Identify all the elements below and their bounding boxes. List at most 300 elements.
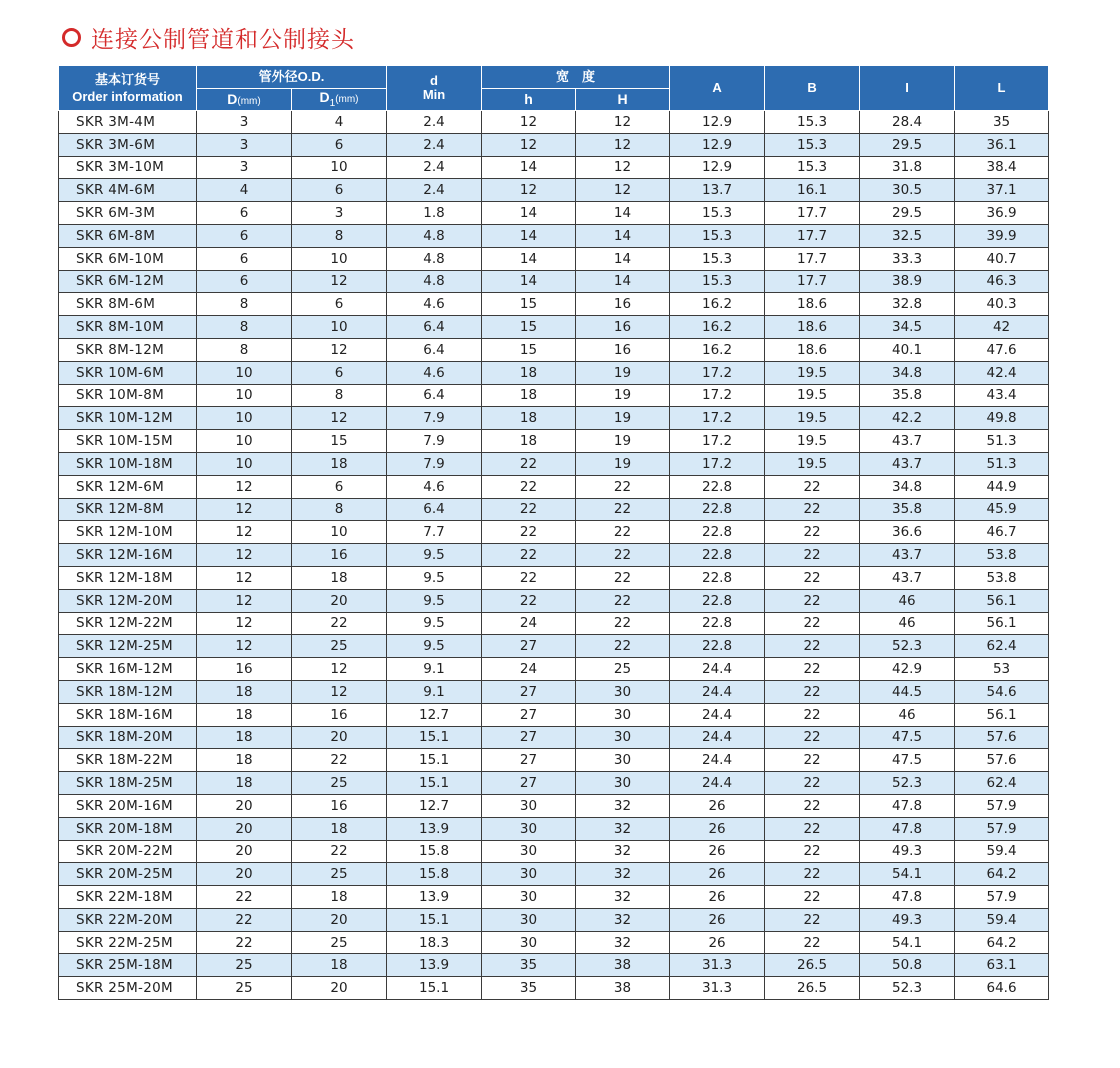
cell-dim-A: 15.3 (670, 270, 765, 293)
cell-d-min: 12.7 (387, 703, 482, 726)
cell-d1-outer: 25 (292, 635, 387, 658)
cell-dim-B: 22 (765, 749, 860, 772)
cell-dim-I: 29.5 (860, 133, 955, 156)
cell-dim-B: 17.7 (765, 270, 860, 293)
cell-d1-outer: 18 (292, 886, 387, 909)
table-row (59, 977, 1049, 1000)
cell-d-outer: 12 (197, 521, 292, 544)
cell-dim-I: 47.8 (860, 886, 955, 909)
cell-d1-outer: 10 (292, 521, 387, 544)
cell-dim-I: 34.8 (860, 361, 955, 384)
cell-dim-L: 38.4 (955, 156, 1049, 179)
cell-dim-I: 29.5 (860, 202, 955, 225)
table-row (59, 908, 1049, 931)
cell-width-h: 30 (482, 817, 576, 840)
cell-order-code: SKR 4M-6M (59, 179, 197, 202)
cell-dim-L: 64.6 (955, 977, 1049, 1000)
cell-dim-L: 42.4 (955, 361, 1049, 384)
cell-width-H: 16 (576, 338, 670, 361)
cell-d1-outer: 20 (292, 908, 387, 931)
cell-width-h: 30 (482, 863, 576, 886)
header-L: L (955, 66, 1049, 111)
table-row (59, 475, 1049, 498)
cell-order-code: SKR 12M-20M (59, 589, 197, 612)
cell-dim-B: 19.5 (765, 430, 860, 453)
cell-dim-B: 26.5 (765, 954, 860, 977)
cell-dim-L: 49.8 (955, 407, 1049, 430)
cell-dim-L: 64.2 (955, 863, 1049, 886)
table-row (59, 407, 1049, 430)
cell-order-code: SKR 22M-20M (59, 908, 197, 931)
cell-dim-A: 26 (670, 840, 765, 863)
cell-d-min: 4.6 (387, 475, 482, 498)
cell-d-outer: 18 (197, 680, 292, 703)
cell-width-H: 16 (576, 293, 670, 316)
cell-d-outer: 10 (197, 384, 292, 407)
cell-dim-L: 42 (955, 316, 1049, 339)
cell-width-H: 12 (576, 111, 670, 134)
cell-width-h: 15 (482, 293, 576, 316)
table-row (59, 794, 1049, 817)
cell-d-outer: 12 (197, 566, 292, 589)
cell-dim-L: 62.4 (955, 772, 1049, 795)
cell-width-H: 19 (576, 452, 670, 475)
cell-dim-I: 42.2 (860, 407, 955, 430)
cell-dim-B: 22 (765, 658, 860, 681)
cell-width-h: 14 (482, 224, 576, 247)
cell-dim-I: 40.1 (860, 338, 955, 361)
cell-dim-I: 31.8 (860, 156, 955, 179)
cell-d-outer: 12 (197, 498, 292, 521)
cell-dim-B: 17.7 (765, 224, 860, 247)
cell-width-h: 30 (482, 840, 576, 863)
cell-dim-A: 24.4 (670, 680, 765, 703)
cell-d-min: 15.1 (387, 726, 482, 749)
table-row (59, 452, 1049, 475)
cell-dim-A: 26 (670, 863, 765, 886)
cell-width-H: 22 (576, 635, 670, 658)
cell-dim-B: 22 (765, 612, 860, 635)
cell-dim-L: 53.8 (955, 544, 1049, 567)
cell-d-min: 4.8 (387, 270, 482, 293)
cell-d-min: 9.5 (387, 612, 482, 635)
cell-dim-A: 16.2 (670, 338, 765, 361)
cell-d-min: 13.9 (387, 817, 482, 840)
cell-order-code: SKR 8M-10M (59, 316, 197, 339)
cell-d-outer: 22 (197, 908, 292, 931)
cell-dim-B: 19.5 (765, 407, 860, 430)
cell-d-min: 7.9 (387, 452, 482, 475)
cell-d-min: 6.4 (387, 338, 482, 361)
cell-width-h: 12 (482, 133, 576, 156)
cell-order-code: SKR 3M-4M (59, 111, 197, 134)
table-row (59, 521, 1049, 544)
cell-width-h: 35 (482, 954, 576, 977)
cell-dim-B: 15.3 (765, 111, 860, 134)
cell-dim-I: 47.8 (860, 794, 955, 817)
header-order-cn: 基本订货号 (94, 72, 160, 87)
cell-dim-A: 26 (670, 908, 765, 931)
cell-width-H: 25 (576, 658, 670, 681)
cell-dim-L: 43.4 (955, 384, 1049, 407)
cell-dim-I: 52.3 (860, 772, 955, 795)
table-row (59, 658, 1049, 681)
cell-dim-I: 49.3 (860, 840, 955, 863)
cell-dim-B: 22 (765, 544, 860, 567)
cell-order-code: SKR 12M-10M (59, 521, 197, 544)
cell-dim-L: 56.1 (955, 703, 1049, 726)
cell-d1-outer: 8 (292, 384, 387, 407)
cell-d1-outer: 22 (292, 840, 387, 863)
cell-dim-I: 43.7 (860, 544, 955, 567)
cell-dim-B: 22 (765, 726, 860, 749)
cell-d-min: 15.1 (387, 749, 482, 772)
cell-dim-A: 15.3 (670, 247, 765, 270)
cell-dim-L: 53 (955, 658, 1049, 681)
cell-d1-outer: 4 (292, 111, 387, 134)
table-row (59, 133, 1049, 156)
cell-d-outer: 18 (197, 703, 292, 726)
cell-d1-outer: 8 (292, 498, 387, 521)
cell-width-h: 27 (482, 680, 576, 703)
cell-width-H: 22 (576, 544, 670, 567)
cell-dim-B: 22 (765, 886, 860, 909)
header-A: A (670, 66, 765, 111)
cell-order-code: SKR 6M-8M (59, 224, 197, 247)
cell-dim-L: 36.1 (955, 133, 1049, 156)
cell-dim-B: 22 (765, 703, 860, 726)
cell-width-H: 12 (576, 133, 670, 156)
cell-dim-I: 49.3 (860, 908, 955, 931)
cell-d1-outer: 22 (292, 612, 387, 635)
cell-dim-L: 51.3 (955, 452, 1049, 475)
cell-dim-B: 17.7 (765, 247, 860, 270)
cell-d-min: 13.9 (387, 954, 482, 977)
cell-d1-outer: 3 (292, 202, 387, 225)
cell-dim-A: 17.2 (670, 361, 765, 384)
cell-dim-B: 22 (765, 772, 860, 795)
table-row (59, 817, 1049, 840)
cell-width-h: 22 (482, 589, 576, 612)
cell-dim-L: 44.9 (955, 475, 1049, 498)
cell-d-outer: 6 (197, 247, 292, 270)
cell-order-code: SKR 12M-18M (59, 566, 197, 589)
cell-width-h: 14 (482, 202, 576, 225)
cell-dim-B: 22 (765, 817, 860, 840)
header-order-info (59, 66, 197, 111)
cell-dim-A: 16.2 (670, 293, 765, 316)
cell-width-h: 15 (482, 338, 576, 361)
cell-width-h: 30 (482, 908, 576, 931)
cell-dim-B: 22 (765, 635, 860, 658)
cell-order-code: SKR 12M-16M (59, 544, 197, 567)
cell-d-outer: 20 (197, 794, 292, 817)
cell-dim-A: 12.9 (670, 156, 765, 179)
table-row (59, 589, 1049, 612)
table-row (59, 886, 1049, 909)
cell-dim-A: 22.8 (670, 612, 765, 635)
cell-d-min: 2.4 (387, 156, 482, 179)
cell-d-outer: 20 (197, 840, 292, 863)
cell-width-H: 22 (576, 475, 670, 498)
cell-dim-A: 31.3 (670, 977, 765, 1000)
cell-dim-I: 35.8 (860, 498, 955, 521)
cell-width-H: 32 (576, 886, 670, 909)
table-row (59, 703, 1049, 726)
cell-dim-A: 12.9 (670, 111, 765, 134)
cell-width-H: 30 (576, 726, 670, 749)
cell-width-H: 16 (576, 316, 670, 339)
table-header (59, 66, 1049, 111)
cell-dim-A: 22.8 (670, 566, 765, 589)
cell-dim-B: 22 (765, 521, 860, 544)
cell-dim-L: 47.6 (955, 338, 1049, 361)
cell-d1-outer: 18 (292, 817, 387, 840)
table-row (59, 316, 1049, 339)
cell-d1-outer: 15 (292, 430, 387, 453)
cell-dim-B: 18.6 (765, 293, 860, 316)
cell-width-H: 32 (576, 931, 670, 954)
cell-d-outer: 8 (197, 293, 292, 316)
cell-d-min: 9.1 (387, 658, 482, 681)
cell-order-code: SKR 10M-12M (59, 407, 197, 430)
cell-d1-outer: 12 (292, 658, 387, 681)
cell-width-H: 32 (576, 908, 670, 931)
cell-d-min: 18.3 (387, 931, 482, 954)
table-row (59, 772, 1049, 795)
cell-dim-L: 51.3 (955, 430, 1049, 453)
cell-width-h: 22 (482, 475, 576, 498)
cell-d-min: 4.8 (387, 247, 482, 270)
cell-d-min: 15.8 (387, 863, 482, 886)
cell-order-code: SKR 3M-6M (59, 133, 197, 156)
cell-dim-A: 17.2 (670, 452, 765, 475)
cell-order-code: SKR 18M-16M (59, 703, 197, 726)
cell-dim-I: 34.8 (860, 475, 955, 498)
table-row (59, 179, 1049, 202)
cell-width-H: 12 (576, 179, 670, 202)
cell-dim-I: 33.3 (860, 247, 955, 270)
cell-d-min: 15.1 (387, 772, 482, 795)
cell-dim-A: 26 (670, 931, 765, 954)
cell-dim-I: 28.4 (860, 111, 955, 134)
cell-dim-A: 13.7 (670, 179, 765, 202)
cell-dim-A: 24.4 (670, 703, 765, 726)
cell-dim-L: 59.4 (955, 840, 1049, 863)
cell-d-min: 6.4 (387, 316, 482, 339)
cell-order-code: SKR 18M-20M (59, 726, 197, 749)
cell-width-H: 19 (576, 407, 670, 430)
cell-d1-outer: 16 (292, 544, 387, 567)
cell-dim-B: 17.7 (765, 202, 860, 225)
cell-dim-A: 15.3 (670, 224, 765, 247)
cell-dim-I: 47.5 (860, 726, 955, 749)
cell-width-h: 35 (482, 977, 576, 1000)
cell-width-H: 32 (576, 840, 670, 863)
cell-d1-outer: 20 (292, 977, 387, 1000)
cell-d1-outer: 25 (292, 931, 387, 954)
cell-order-code: SKR 22M-18M (59, 886, 197, 909)
cell-order-code: SKR 25M-18M (59, 954, 197, 977)
cell-dim-B: 18.6 (765, 338, 860, 361)
table-row (59, 954, 1049, 977)
cell-width-h: 27 (482, 772, 576, 795)
cell-d-min: 9.1 (387, 680, 482, 703)
cell-order-code: SKR 10M-6M (59, 361, 197, 384)
cell-dim-L: 56.1 (955, 612, 1049, 635)
cell-dim-A: 22.8 (670, 544, 765, 567)
cell-width-H: 22 (576, 566, 670, 589)
cell-dim-I: 46 (860, 703, 955, 726)
cell-d-outer: 18 (197, 749, 292, 772)
cell-d-outer: 8 (197, 316, 292, 339)
cell-dim-A: 24.4 (670, 772, 765, 795)
cell-dim-I: 42.9 (860, 658, 955, 681)
cell-order-code: SKR 12M-25M (59, 635, 197, 658)
cell-d1-outer: 18 (292, 452, 387, 475)
cell-width-H: 22 (576, 589, 670, 612)
cell-dim-A: 22.8 (670, 498, 765, 521)
table-body (59, 111, 1049, 1000)
header-D1-sub: 1 (329, 97, 336, 109)
page-title (62, 20, 355, 54)
cell-d-outer: 6 (197, 270, 292, 293)
header-d-min: Min (422, 87, 446, 102)
cell-dim-I: 47.5 (860, 749, 955, 772)
cell-width-H: 12 (576, 156, 670, 179)
cell-dim-L: 57.6 (955, 726, 1049, 749)
cell-d-min: 7.9 (387, 407, 482, 430)
cell-dim-L: 57.9 (955, 794, 1049, 817)
cell-width-h: 22 (482, 521, 576, 544)
table-row (59, 566, 1049, 589)
cell-d1-outer: 16 (292, 703, 387, 726)
cell-d-outer: 18 (197, 772, 292, 795)
cell-d1-outer: 18 (292, 566, 387, 589)
cell-dim-I: 47.8 (860, 817, 955, 840)
table-row (59, 498, 1049, 521)
cell-dim-B: 26.5 (765, 977, 860, 1000)
cell-d-outer: 3 (197, 156, 292, 179)
cell-d1-outer: 10 (292, 316, 387, 339)
cell-d1-outer: 6 (292, 361, 387, 384)
cell-d-outer: 3 (197, 133, 292, 156)
cell-d1-outer: 18 (292, 954, 387, 977)
cell-d-min: 9.5 (387, 635, 482, 658)
cell-order-code: SKR 18M-25M (59, 772, 197, 795)
cell-dim-L: 45.9 (955, 498, 1049, 521)
cell-width-H: 14 (576, 247, 670, 270)
cell-dim-B: 22 (765, 498, 860, 521)
cell-dim-A: 12.9 (670, 133, 765, 156)
table-row (59, 840, 1049, 863)
table-row (59, 202, 1049, 225)
cell-d-min: 6.4 (387, 498, 482, 521)
cell-order-code: SKR 10M-15M (59, 430, 197, 453)
cell-dim-B: 22 (765, 475, 860, 498)
header-order-en: Order information (72, 89, 183, 104)
cell-dim-I: 43.7 (860, 452, 955, 475)
table-row (59, 270, 1049, 293)
cell-dim-I: 34.5 (860, 316, 955, 339)
cell-width-H: 32 (576, 863, 670, 886)
cell-order-code: SKR 8M-6M (59, 293, 197, 316)
header-B: B (765, 66, 860, 111)
header-I: I (860, 66, 955, 111)
cell-d-outer: 10 (197, 430, 292, 453)
cell-width-H: 32 (576, 817, 670, 840)
cell-dim-A: 24.4 (670, 749, 765, 772)
cell-d1-outer: 20 (292, 589, 387, 612)
header-d (387, 66, 482, 111)
cell-dim-B: 15.3 (765, 156, 860, 179)
cell-d-outer: 25 (197, 977, 292, 1000)
header-D1-unit: (mm) (335, 94, 359, 106)
cell-d-min: 15.1 (387, 908, 482, 931)
spec-table (58, 65, 1049, 1000)
cell-dim-I: 44.5 (860, 680, 955, 703)
cell-dim-B: 16.1 (765, 179, 860, 202)
cell-width-h: 27 (482, 749, 576, 772)
cell-order-code: SKR 10M-18M (59, 452, 197, 475)
cell-dim-I: 32.5 (860, 224, 955, 247)
cell-d-outer: 12 (197, 589, 292, 612)
cell-width-h: 22 (482, 544, 576, 567)
cell-dim-A: 26 (670, 817, 765, 840)
header-D-unit: (mm) (237, 95, 261, 107)
table-row (59, 361, 1049, 384)
cell-dim-B: 18.6 (765, 316, 860, 339)
table-row (59, 430, 1049, 453)
cell-dim-A: 22.8 (670, 521, 765, 544)
cell-width-H: 14 (576, 224, 670, 247)
cell-dim-B: 19.5 (765, 361, 860, 384)
cell-dim-I: 32.8 (860, 293, 955, 316)
cell-order-code: SKR 20M-18M (59, 817, 197, 840)
cell-dim-I: 43.7 (860, 566, 955, 589)
cell-dim-L: 62.4 (955, 635, 1049, 658)
cell-d-min: 2.4 (387, 133, 482, 156)
cell-dim-I: 54.1 (860, 863, 955, 886)
cell-dim-B: 19.5 (765, 384, 860, 407)
cell-d1-outer: 20 (292, 726, 387, 749)
table-row (59, 749, 1049, 772)
cell-dim-L: 36.9 (955, 202, 1049, 225)
cell-dim-L: 46.7 (955, 521, 1049, 544)
cell-order-code: SKR 18M-12M (59, 680, 197, 703)
cell-dim-L: 53.8 (955, 566, 1049, 589)
cell-d-min: 9.5 (387, 589, 482, 612)
cell-d-outer: 25 (197, 954, 292, 977)
cell-d1-outer: 12 (292, 270, 387, 293)
cell-d-outer: 8 (197, 338, 292, 361)
cell-width-H: 32 (576, 794, 670, 817)
cell-order-code: SKR 18M-22M (59, 749, 197, 772)
cell-dim-I: 52.3 (860, 635, 955, 658)
cell-d-outer: 22 (197, 886, 292, 909)
cell-d1-outer: 25 (292, 772, 387, 795)
cell-d-outer: 18 (197, 726, 292, 749)
header-d-label: d (430, 72, 438, 88)
cell-d-outer: 6 (197, 224, 292, 247)
cell-width-H: 30 (576, 749, 670, 772)
cell-order-code: SKR 20M-16M (59, 794, 197, 817)
cell-d-min: 4.8 (387, 224, 482, 247)
cell-dim-A: 15.3 (670, 202, 765, 225)
header-od: 管外径O.D. (197, 66, 387, 89)
cell-dim-A: 17.2 (670, 407, 765, 430)
cell-dim-B: 22 (765, 931, 860, 954)
